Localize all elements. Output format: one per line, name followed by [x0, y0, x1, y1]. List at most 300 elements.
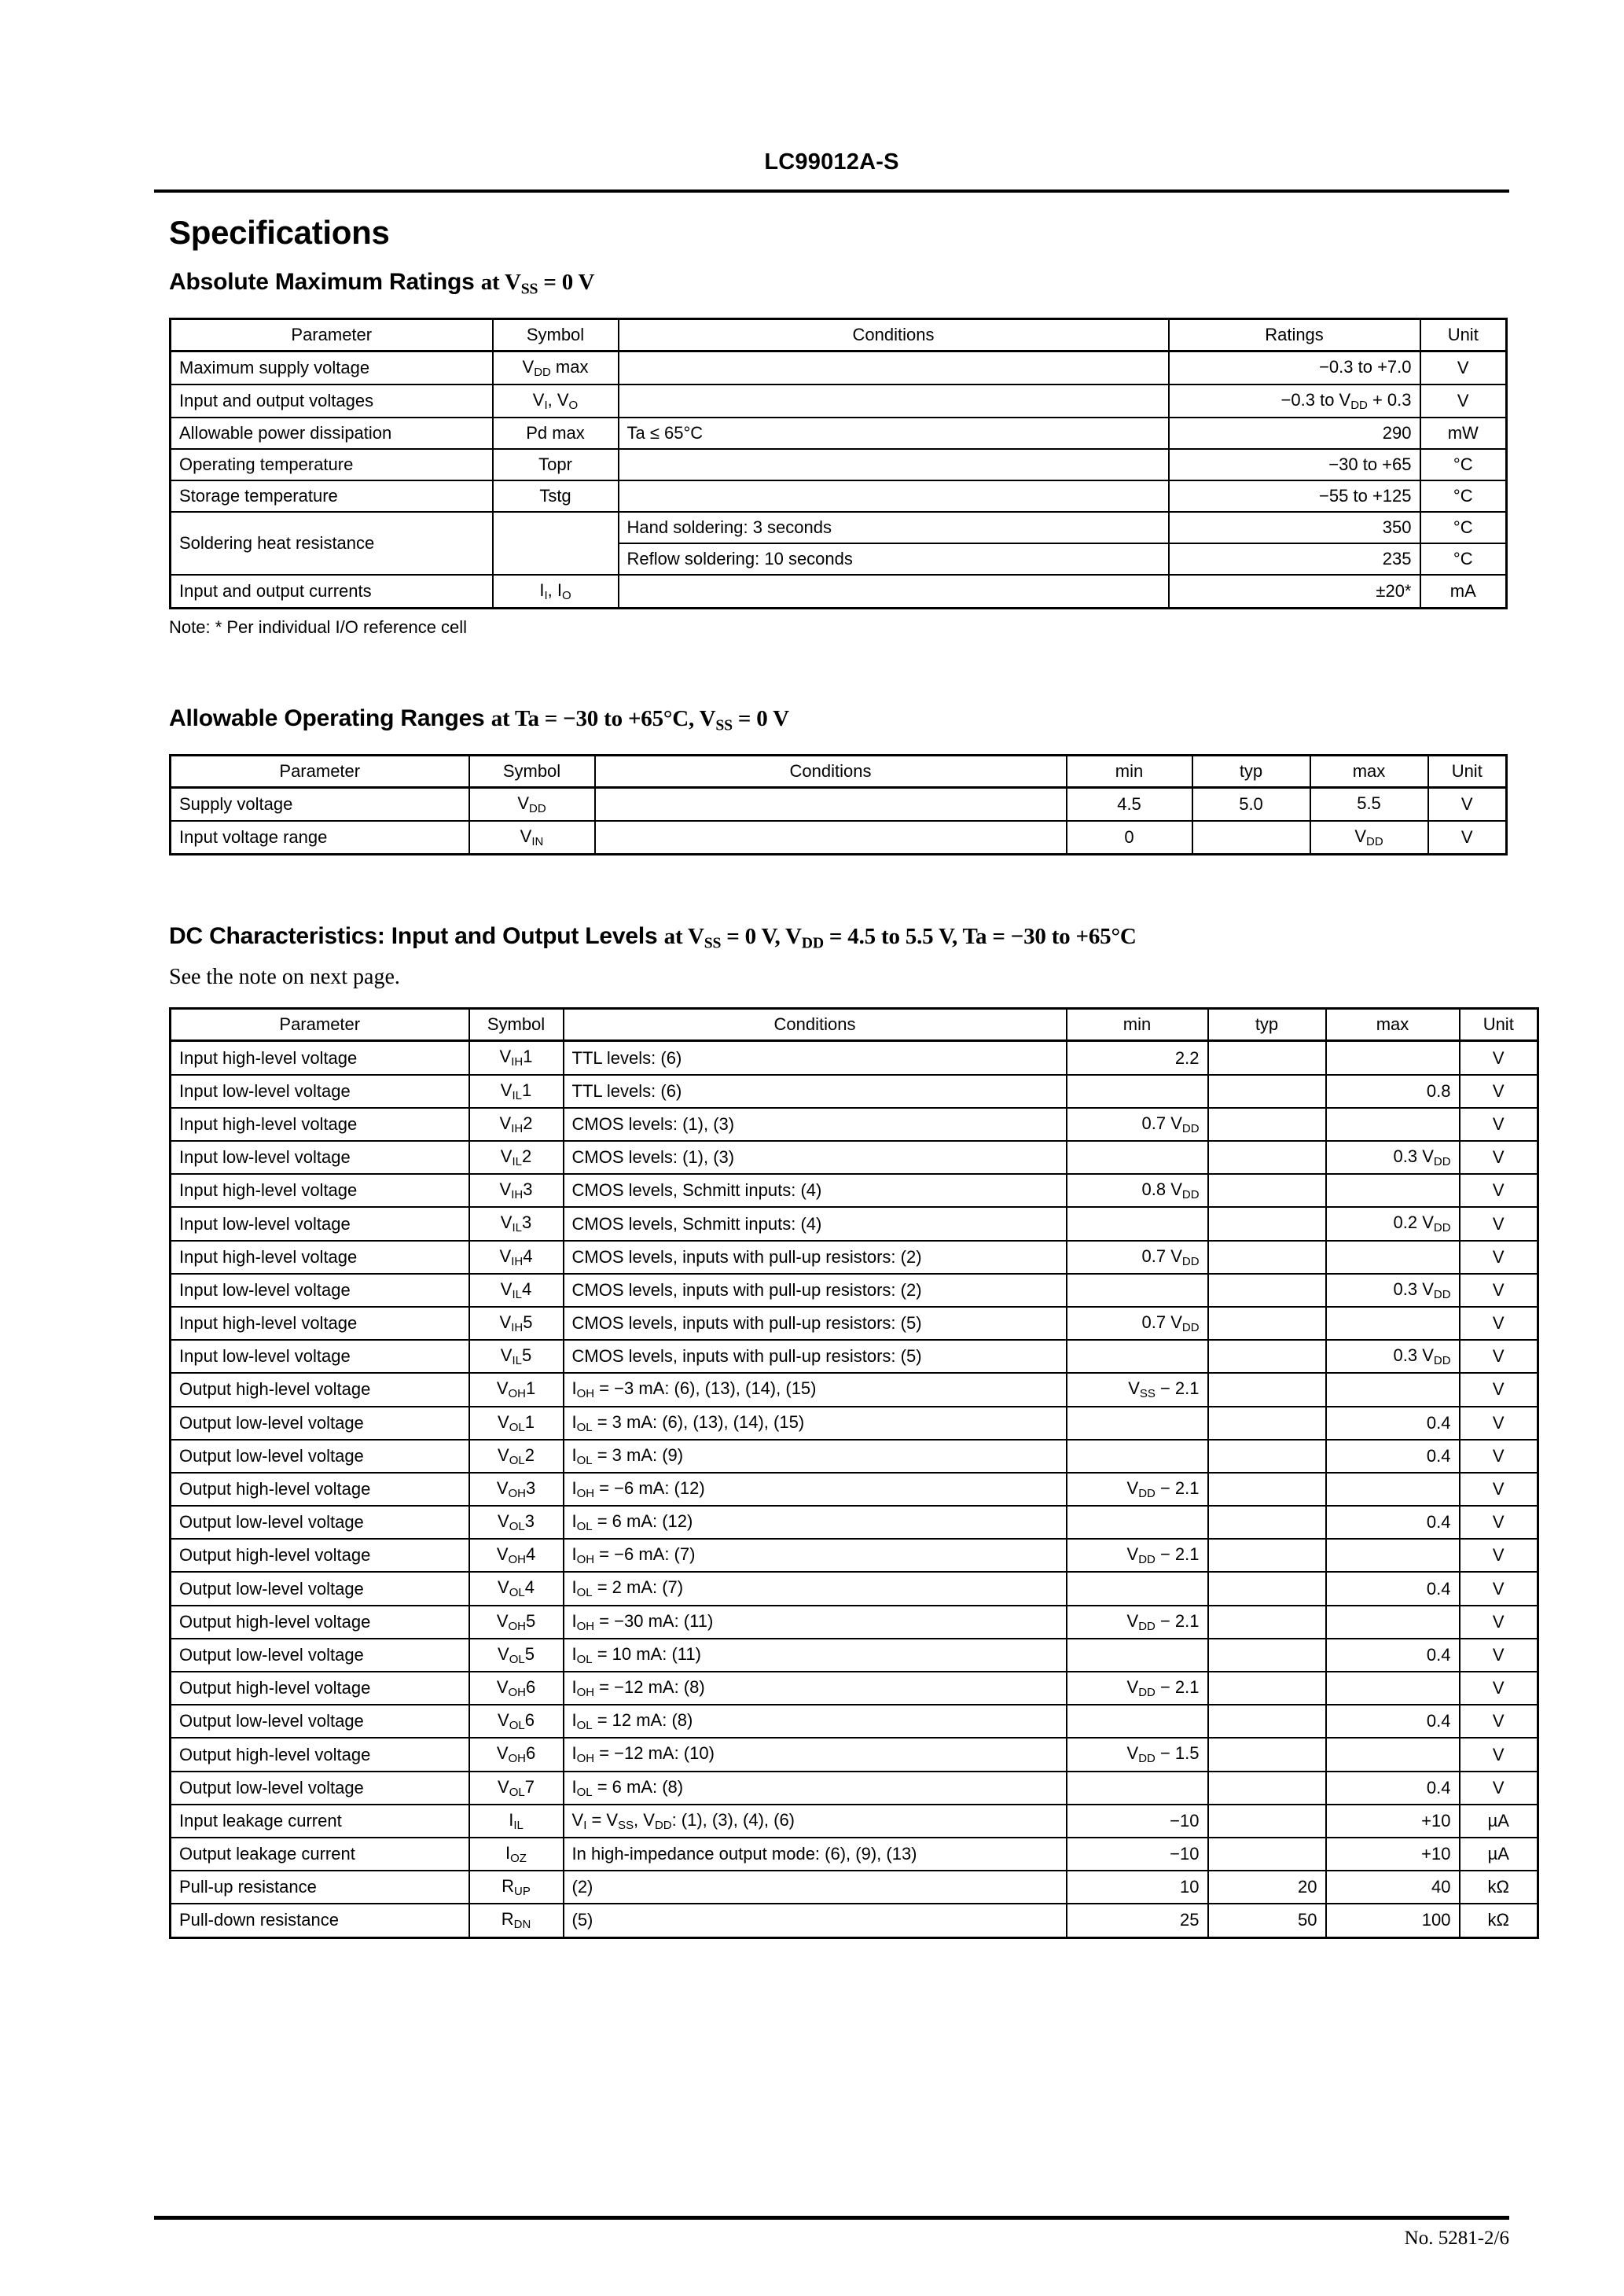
cell-symbol: [469, 1838, 564, 1871]
table-row: [171, 1506, 1538, 1539]
cell-rating: [1169, 385, 1420, 418]
cell-symbol: [469, 1639, 564, 1672]
cell-symbol: [469, 1141, 564, 1174]
header-rule: [154, 189, 1509, 193]
cell-typ: [1208, 1838, 1326, 1871]
dc-heading-text: DC Characteristics: Input and Output Levels: [169, 922, 658, 949]
cell-unit: V: [1460, 1606, 1538, 1639]
cell-unit: V: [1428, 787, 1507, 821]
allowable-operating-ranges-table: [169, 754, 1508, 855]
rating-sub: DD: [1350, 398, 1368, 412]
section-heading-absolute-maximum-ratings: [169, 269, 1505, 299]
min-sub: DD: [1138, 1619, 1156, 1633]
operating-cond-pre: at Ta = −30 to +65°C, V: [491, 706, 716, 732]
col-parameter: Parameter: [171, 318, 493, 351]
min-post: − 2.1: [1155, 1378, 1200, 1399]
sym-base: V: [499, 1246, 512, 1266]
cell-rating: [1169, 351, 1420, 385]
min-post: − 2.1: [1155, 1677, 1200, 1698]
sym-index: 2: [523, 1113, 533, 1133]
cell-typ: [1208, 1672, 1326, 1705]
sym-index: 7: [524, 1776, 535, 1797]
cell-conditions: [619, 480, 1169, 512]
cell-symbol: [469, 1672, 564, 1705]
cell-unit: V: [1460, 1241, 1538, 1274]
sym-sub: UP: [514, 1885, 531, 1899]
sym-sub: I: [544, 589, 548, 603]
cell-min: 4.5: [1067, 787, 1192, 821]
min-sub: DD: [1138, 1553, 1156, 1567]
cell-typ: [1208, 1440, 1326, 1473]
min-base: V: [1126, 1610, 1139, 1631]
section-heading-allowable-operating-ranges: [169, 705, 1505, 735]
cell-unit: V: [1460, 1539, 1538, 1572]
dc-heading-condition: [663, 923, 1137, 952]
cell-typ: 20: [1208, 1871, 1326, 1904]
max-base: 0.4: [1426, 1412, 1451, 1433]
cell-max: [1326, 1075, 1460, 1108]
min-sub: SS: [1139, 1387, 1156, 1401]
col-typ: typ: [1208, 1009, 1326, 1041]
sym-base: V: [496, 1610, 509, 1631]
cell-parameter: Pull-down resistance: [171, 1904, 469, 1937]
sym-base: V: [498, 1577, 509, 1598]
cell-max: [1326, 1639, 1460, 1672]
table-row: [171, 1738, 1538, 1771]
cell-typ: [1208, 1108, 1326, 1141]
sym-index: 3: [524, 1511, 535, 1532]
dc-cond-c: = 0 V, V: [721, 923, 802, 949]
cell-conditions: [564, 1506, 1067, 1539]
cell-parameter: Output high-level voltage: [171, 1373, 469, 1406]
col-parameter: Parameter: [171, 1009, 469, 1041]
sym-sub: IH: [511, 1122, 524, 1136]
cell-conditions: In high-impedance output mode: (6), (9), (13): [564, 1838, 1067, 1871]
col-unit: Unit: [1420, 318, 1507, 351]
table-row: [171, 1639, 1538, 1672]
cond-sym: I: [571, 1477, 577, 1498]
cell-symbol: Pd max: [493, 418, 619, 449]
table-row: [171, 512, 1507, 543]
cell-max: [1326, 1705, 1460, 1738]
col-unit: Unit: [1460, 1009, 1538, 1041]
max-sub: DD: [1433, 1155, 1451, 1169]
cell-unit: V: [1460, 1672, 1538, 1705]
cond-rest: = 3 mA: (9): [592, 1444, 684, 1465]
min-post: − 2.1: [1155, 1477, 1200, 1498]
cond-sub: OL: [576, 1586, 593, 1600]
cell-max: [1326, 1473, 1460, 1506]
cell-parameter: Input low-level voltage: [171, 1207, 469, 1240]
cond-sym: I: [571, 1544, 577, 1565]
cell-max: [1326, 1772, 1460, 1805]
absmax-heading-condition: [480, 270, 595, 298]
table-row: [171, 1207, 1538, 1240]
table-row: [171, 351, 1507, 385]
min-post: − 2.1: [1155, 1610, 1200, 1631]
cell-parameter: Soldering heat resistance: [171, 512, 493, 575]
cell-rating: −30 to +65: [1169, 449, 1420, 480]
table-row: [171, 1805, 1538, 1838]
cond-rest: = 3 mA: (6), (13), (14), (15): [592, 1411, 805, 1432]
sym-index: 4: [524, 1577, 535, 1598]
cell-parameter: Output high-level voltage: [171, 1738, 469, 1771]
cell-min: [1067, 1672, 1208, 1705]
table-row: [171, 1340, 1538, 1373]
cell-conditions: CMOS levels, inputs with pull-up resistors: (5): [564, 1340, 1067, 1373]
cell-typ: [1208, 1606, 1326, 1639]
sym-sub: IN: [531, 834, 544, 848]
cell-max: [1326, 1606, 1460, 1639]
cell-typ: [1208, 1772, 1326, 1805]
cond-rest: = −6 mA: (7): [594, 1544, 696, 1565]
cell-symbol: [469, 1207, 564, 1240]
cond-rest: = −12 mA: (10): [594, 1743, 715, 1764]
cell-typ: [1192, 821, 1310, 855]
cell-conditions: [564, 1440, 1067, 1473]
table-row: [171, 1705, 1538, 1738]
cond-sym: I: [571, 1743, 577, 1764]
cell-typ: [1208, 1075, 1326, 1108]
cell-min: [1067, 1838, 1208, 1871]
dc-cond-d: DD: [801, 934, 824, 952]
table-row: [171, 1141, 1538, 1174]
cell-parameter: Output low-level voltage: [171, 1440, 469, 1473]
cell-min: [1067, 1174, 1208, 1207]
cell-conditions: [564, 1407, 1067, 1440]
dc-cond-e: = 4.5 to 5.5 V, Ta = −30 to +65°C: [823, 923, 1137, 949]
max-base: 0.2 V: [1393, 1212, 1434, 1233]
document-number: No. 5281-2/6: [1404, 2228, 1509, 2249]
cell-rating: 290: [1169, 418, 1420, 449]
min-base: −10: [1170, 1810, 1200, 1831]
cell-symbol: [469, 1539, 564, 1572]
cell-unit: V: [1460, 1207, 1538, 1240]
min-base: 0.8 V: [1141, 1179, 1182, 1200]
cell-conditions: [564, 1805, 1067, 1838]
cell-parameter: Storage temperature: [171, 480, 493, 512]
min-base: V: [1128, 1378, 1140, 1399]
cell-conditions: TTL levels: (6): [564, 1041, 1067, 1075]
cell-symbol: [469, 787, 595, 821]
sym-base: V: [500, 1345, 513, 1366]
section-heading-dc-characteristics: [169, 923, 1505, 953]
absmax-cond-sub: SS: [520, 280, 538, 298]
sym-tail: max: [550, 356, 589, 377]
cell-unit: V: [1460, 1274, 1538, 1307]
cell-conditions: (2): [564, 1871, 1067, 1904]
cell-parameter: Allowable power dissipation: [171, 418, 493, 449]
cell-typ: [1208, 1373, 1326, 1406]
cell-min: [1067, 1241, 1208, 1274]
cond-sym: I: [571, 1444, 577, 1465]
cond-sym: I: [571, 1577, 577, 1598]
sym-sub: IH: [511, 1321, 524, 1335]
table-row: [171, 1672, 1538, 1705]
cond-sub: OH: [576, 1752, 595, 1766]
cell-typ: [1208, 1241, 1326, 1274]
table-row: [171, 1174, 1538, 1207]
cell-conditions: TTL levels: (6): [564, 1075, 1067, 1108]
min-base: 25: [1180, 1910, 1200, 1930]
cell-symbol: [493, 351, 619, 385]
max-base: 5.5: [1357, 793, 1381, 813]
cond-rest: : (1), (3), (4), (6): [671, 1809, 795, 1830]
cell-typ: 50: [1208, 1904, 1326, 1937]
table-row: [171, 787, 1507, 821]
col-conditions: Conditions: [595, 755, 1067, 787]
cell-parameter: Input high-level voltage: [171, 1108, 469, 1141]
sym-sub: OZ: [510, 1852, 527, 1866]
sym-base: R: [501, 1909, 514, 1930]
col-ratings: Ratings: [1169, 318, 1420, 351]
sym-index: 5: [523, 1312, 533, 1332]
cell-max: [1326, 1506, 1460, 1539]
cell-max: [1310, 787, 1428, 821]
sym-sub: OL: [509, 1653, 525, 1667]
cell-symbol: [469, 1174, 564, 1207]
sym-sub: OL: [509, 1453, 525, 1467]
sym-index: 4: [525, 1544, 536, 1565]
cell-min: [1067, 1207, 1208, 1240]
cell-min: [1067, 1340, 1208, 1373]
cell-min: [1067, 1041, 1208, 1075]
min-sub: DD: [1138, 1487, 1156, 1501]
sym-base: V: [499, 1312, 512, 1332]
sym-base: V: [500, 1212, 513, 1233]
sym-base: V: [496, 1544, 509, 1565]
cell-parameter: Input high-level voltage: [171, 1174, 469, 1207]
cell-parameter: Input low-level voltage: [171, 1340, 469, 1373]
cell-typ: [1208, 1805, 1326, 1838]
cell-parameter: Output high-level voltage: [171, 1473, 469, 1506]
cond-sub: I: [583, 1818, 587, 1832]
cell-max: [1326, 1174, 1460, 1207]
sym-base: V: [498, 1776, 509, 1797]
sym-base: V: [522, 356, 535, 377]
cell-symbol: [469, 1440, 564, 1473]
cond-sub3: DD: [654, 1818, 672, 1832]
page-content: [169, 214, 1514, 1939]
table-row: [171, 1307, 1538, 1340]
sym-index: 1: [524, 1411, 535, 1432]
cell-unit: mW: [1420, 418, 1507, 449]
cond-rest: = 10 mA: (11): [592, 1643, 701, 1664]
sym-base: V: [499, 1047, 512, 1067]
cell-parameter: Operating temperature: [171, 449, 493, 480]
cond-sub: OH: [576, 1686, 595, 1700]
cell-parameter: Output low-level voltage: [171, 1639, 469, 1672]
dc-subnote: See the note on next page.: [169, 965, 400, 990]
cell-unit: V: [1460, 1141, 1538, 1174]
col-conditions: Conditions: [564, 1009, 1067, 1041]
cell-symbol: [493, 512, 619, 575]
cell-min: [1067, 1373, 1208, 1406]
sym-sub: IH: [511, 1254, 524, 1268]
table-row: [171, 1440, 1538, 1473]
absmax-heading-text: Absolute Maximum Ratings: [169, 269, 475, 295]
cell-parameter: Output low-level voltage: [171, 1407, 469, 1440]
cell-typ: [1208, 1340, 1326, 1373]
sym-base: V: [496, 1677, 509, 1698]
min-sub: DD: [1138, 1686, 1156, 1700]
spacer: [169, 638, 1505, 705]
sym-base: I: [509, 1809, 514, 1830]
cell-unit: V: [1460, 1108, 1538, 1141]
cond-sym: I: [571, 1643, 577, 1664]
cell-unit: V: [1460, 1407, 1538, 1440]
cond-rest: = 6 mA: (12): [592, 1511, 693, 1532]
cell-parameter: Input high-level voltage: [171, 1241, 469, 1274]
sym-index: 1: [523, 1047, 533, 1067]
cond-rest: = −12 mA: (8): [594, 1677, 705, 1698]
cell-symbol: [469, 821, 595, 855]
absolute-maximum-ratings-table-wrap: [169, 318, 1505, 610]
sym-base: I: [539, 580, 545, 600]
table-row: [171, 418, 1507, 449]
cell-symbol: [493, 575, 619, 609]
col-typ: typ: [1192, 755, 1310, 787]
sym-sub: DD: [534, 365, 551, 379]
cell-unit: V: [1460, 1473, 1538, 1506]
table-row: [171, 1373, 1538, 1406]
cell-conditions: [564, 1738, 1067, 1771]
sym-sub: IH: [511, 1188, 524, 1202]
cell-parameter: Pull-up resistance: [171, 1871, 469, 1904]
cell-symbol: [469, 1805, 564, 1838]
table-row: [171, 1606, 1538, 1639]
sym-base: V: [517, 793, 530, 813]
cell-unit: kΩ: [1460, 1904, 1538, 1937]
cell-max: [1326, 1738, 1460, 1771]
cell-conditions: CMOS levels: (1), (3): [564, 1141, 1067, 1174]
cell-parameter: Output high-level voltage: [171, 1672, 469, 1705]
cond-rest: = −6 mA: (12): [594, 1477, 705, 1498]
cond-rest: = 6 mA: (8): [592, 1776, 684, 1797]
min-sub: DD: [1181, 1122, 1200, 1136]
table-row: [171, 1772, 1538, 1805]
table-row: [171, 1871, 1538, 1904]
table-row: [171, 1108, 1538, 1141]
cell-parameter: Input voltage range: [171, 821, 469, 855]
max-base: 0.4: [1426, 1578, 1451, 1599]
sym-sub: OH: [508, 1387, 526, 1401]
dc-cond-a: at V: [663, 923, 704, 949]
min-base: 0.7 V: [1141, 1113, 1182, 1133]
sym-tail: , V: [547, 389, 569, 410]
cell-min: [1067, 1473, 1208, 1506]
cond-sub: OL: [576, 1785, 593, 1799]
rating-pre: −0.3 to V: [1280, 389, 1351, 410]
cell-conditions: [564, 1772, 1067, 1805]
max-base: 0.8: [1426, 1080, 1451, 1101]
sym-base: V: [498, 1643, 509, 1664]
col-symbol: Symbol: [493, 318, 619, 351]
cell-min: [1067, 1440, 1208, 1473]
col-min: min: [1067, 755, 1192, 787]
sym-index: 4: [523, 1246, 533, 1266]
cell-symbol: [469, 1772, 564, 1805]
cell-min: [1067, 1871, 1208, 1904]
cell-max: [1326, 1539, 1460, 1572]
cell-max: [1326, 1141, 1460, 1174]
min-base: 0.7 V: [1141, 1246, 1182, 1266]
cell-max: [1326, 1838, 1460, 1871]
table-row: [171, 821, 1507, 855]
cell-max: [1326, 1572, 1460, 1605]
cell-typ: [1208, 1041, 1326, 1075]
max-base: 100: [1421, 1910, 1451, 1930]
col-parameter: Parameter: [171, 755, 469, 787]
cond-sub: OH: [576, 1387, 595, 1401]
cell-parameter: Output leakage current: [171, 1838, 469, 1871]
table-row: [171, 575, 1507, 609]
cond-sub: OL: [576, 1420, 593, 1434]
cell-unit: V: [1460, 1440, 1538, 1473]
max-base: 0.4: [1426, 1711, 1451, 1731]
max-base: 0.3 V: [1393, 1279, 1434, 1299]
cell-max: [1326, 1041, 1460, 1075]
cell-conditions: [619, 575, 1169, 609]
sym-sub: OH: [508, 1619, 526, 1633]
cell-symbol: [469, 1871, 564, 1904]
dc-table-body: [171, 1041, 1538, 1937]
min-sub: DD: [1138, 1752, 1156, 1766]
table-header-row: [171, 755, 1507, 787]
sym-sub: IH: [511, 1055, 524, 1069]
cell-rating: 350: [1169, 512, 1420, 543]
min-base: V: [1126, 1743, 1139, 1764]
cond-sym: I: [571, 1411, 577, 1432]
cell-max: [1326, 1440, 1460, 1473]
cell-min: [1067, 1805, 1208, 1838]
cell-max: [1326, 1340, 1460, 1373]
max-sub: DD: [1433, 1354, 1451, 1368]
cell-min: [1067, 1639, 1208, 1672]
min-base: 0.7 V: [1141, 1312, 1182, 1332]
cell-min: [1067, 1572, 1208, 1605]
table-row: [171, 1473, 1538, 1506]
cell-conditions: [564, 1606, 1067, 1639]
cond-sym: I: [571, 1677, 577, 1698]
min-post: − 1.5: [1155, 1743, 1200, 1764]
cell-max: [1326, 1373, 1460, 1406]
sym-index: 3: [525, 1477, 536, 1498]
cond-sym: I: [571, 1610, 577, 1631]
cell-min: [1067, 1075, 1208, 1108]
cell-min: [1067, 1606, 1208, 1639]
cell-max: [1326, 1904, 1460, 1937]
sym-sub: IL: [512, 1287, 522, 1301]
cell-symbol: [469, 1340, 564, 1373]
sym-index: 6: [524, 1710, 535, 1731]
operating-heading-text: Allowable Operating Ranges: [169, 705, 485, 732]
cond-sym: V: [571, 1809, 584, 1830]
min-base: V: [1126, 1477, 1139, 1498]
table-header-row: [171, 1009, 1538, 1041]
table-row: [171, 1539, 1538, 1572]
absmax-note: Note: * Per individual I/O reference cell: [169, 617, 468, 638]
max-base: 0.4: [1426, 1445, 1451, 1466]
max-base: 0.3 V: [1393, 1146, 1434, 1167]
cell-parameter: Input low-level voltage: [171, 1075, 469, 1108]
table-row: [171, 1904, 1538, 1937]
cell-min: [1067, 1772, 1208, 1805]
cell-typ: [1208, 1174, 1326, 1207]
cell-typ: [1208, 1207, 1326, 1240]
cell-parameter: Input high-level voltage: [171, 1307, 469, 1340]
max-base: 0.4: [1426, 1512, 1451, 1533]
